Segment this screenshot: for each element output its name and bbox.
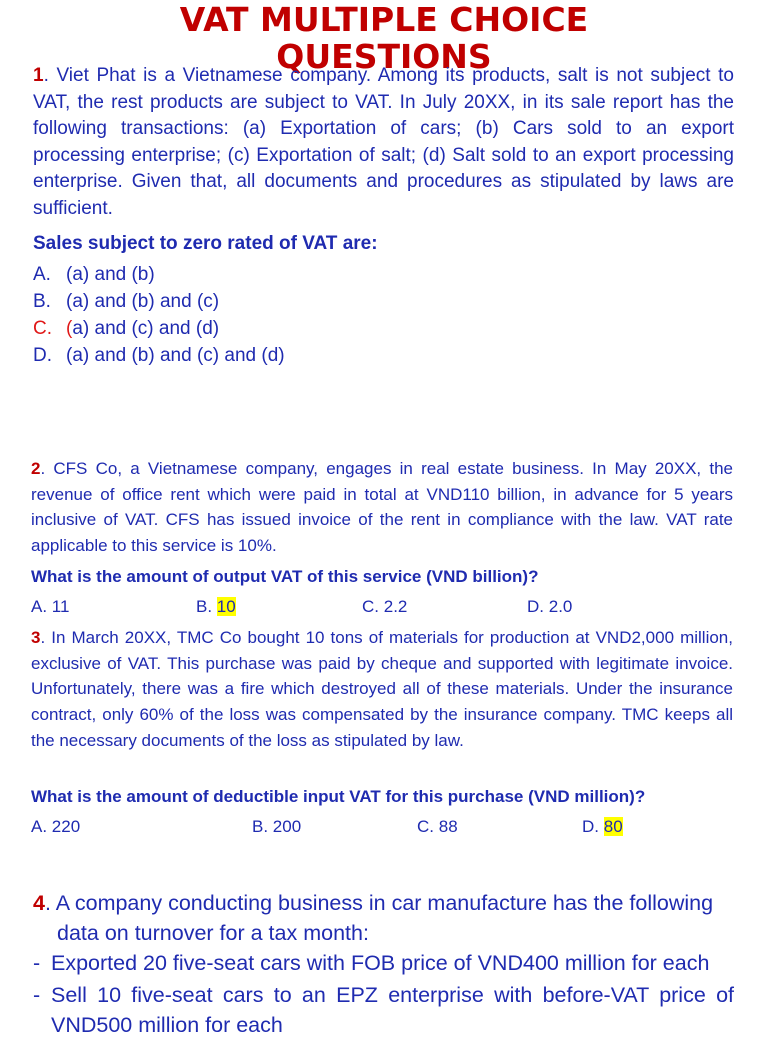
option-text: (a) and (b) xyxy=(66,264,155,285)
question-number: 3 xyxy=(31,628,41,647)
dash-bullet-icon: - xyxy=(33,951,41,975)
option-letter: C. xyxy=(417,817,439,836)
question-2-prompt: What is the amount of output VAT of this service (VND billion)? xyxy=(31,567,539,586)
question-body: . CFS Co, a Vietnamese company, engages in real estate business. In May 20XX, the revenue of office rent which were paid in total at VND110 billion, in advance for 5 years inclusive of VAT. CFS has issued invoice of the rent in compliance with the law. VAT rate applicable to this service is 10%. xyxy=(31,459,733,556)
bullet-text: Sell 10 five-seat cars to an EPZ enterprise with before-VAT price of xyxy=(51,983,734,1007)
option-letter: A. xyxy=(31,817,52,836)
option-c[interactable] xyxy=(362,596,407,618)
option-letter: B. xyxy=(252,817,273,836)
option-text: (a) and (b) and (c) and (d) xyxy=(66,345,285,366)
option-letter: C. xyxy=(33,318,52,339)
page-title-line2: QUESTIONS xyxy=(276,37,492,76)
bullet-item xyxy=(33,980,734,1010)
option-text: a) and (c) and (d) xyxy=(72,318,220,339)
question-number: 4 xyxy=(33,891,45,915)
option-letter: A. xyxy=(31,597,52,616)
bullet-item xyxy=(33,948,734,978)
bullet-text: Exported 20 five-seat cars with FOB price of VND400 million for each xyxy=(51,951,710,975)
highlighted-answer: 10 xyxy=(216,597,236,616)
bullet-continuation: VND500 million for each xyxy=(51,1013,283,1037)
question-1-text xyxy=(33,63,734,223)
question-body: . Viet Phat is a Vietnamese company. Among its products, salt is not subject to VAT, the rest products are subject to VAT. In July 20XX, in its sale report has the following transactions: (a) Exportation of cars; (b) Cars sold to an export processing enterprise; (c) Exportation of salt; (d) Salt sold to an export processing enterprise. Given that, all documents and procedures as stipulated by laws are sufficient. xyxy=(33,65,734,219)
option-b[interactable] xyxy=(252,816,301,838)
highlighted-answer: 80 xyxy=(603,817,623,836)
option-value: 2.2 xyxy=(383,597,408,616)
option-value: 200 xyxy=(272,817,302,836)
option-value: 220 xyxy=(51,817,81,836)
option-c[interactable] xyxy=(417,816,458,838)
question-4-line2: data on turnover for a tax month: xyxy=(57,921,369,945)
question-1-prompt: Sales subject to zero rated of VAT are: xyxy=(33,233,378,254)
option-letter: D. xyxy=(527,597,549,616)
option-letter: D. xyxy=(33,345,52,366)
option-c-answer[interactable] xyxy=(33,317,219,341)
option-letter: A. xyxy=(33,264,51,285)
question-body: . In March 20XX, TMC Co bought 10 tons of materials for production at VND2,000 million, exclusive of VAT. This purchase was paid by cheque and supported with legitimate invoice. Unfortunately, there was a fire which destroyed all of these materials. Under the insurance contract, only 60% of the loss was compensated by the insurance company. TMC keeps all the necessary documents of the loss as stipulated by law. xyxy=(31,628,733,750)
option-d-answer[interactable] xyxy=(582,816,623,838)
question-4-text xyxy=(33,888,734,918)
option-paren: ( xyxy=(66,318,73,339)
question-3-text xyxy=(31,625,733,754)
option-b[interactable] xyxy=(33,290,219,314)
option-b-answer[interactable] xyxy=(196,596,236,618)
question-body: . A company conducting business in car manufacture has the following xyxy=(44,891,714,915)
option-letter: C. xyxy=(362,597,384,616)
option-a[interactable] xyxy=(31,596,69,618)
question-2-text xyxy=(31,456,733,559)
dash-bullet-icon: - xyxy=(33,983,41,1007)
option-d[interactable] xyxy=(33,344,285,368)
option-a[interactable] xyxy=(31,816,80,838)
page-title: VAT MULTIPLE CHOICE xyxy=(179,0,589,39)
question-3-prompt: What is the amount of deductible input VAT for this purchase (VND million)? xyxy=(31,787,646,806)
option-letter: D. xyxy=(582,817,604,836)
option-value: 88 xyxy=(438,817,458,836)
question-number: 2 xyxy=(31,459,41,478)
option-letter: B. xyxy=(33,291,51,312)
option-value: 11 xyxy=(51,597,70,616)
option-a[interactable] xyxy=(33,263,155,287)
option-value: 2.0 xyxy=(548,597,573,616)
option-letter: B. xyxy=(196,597,217,616)
option-text: (a) and (b) and (c) xyxy=(66,291,220,312)
option-d[interactable] xyxy=(527,596,572,618)
question-number: 1 xyxy=(33,65,44,86)
